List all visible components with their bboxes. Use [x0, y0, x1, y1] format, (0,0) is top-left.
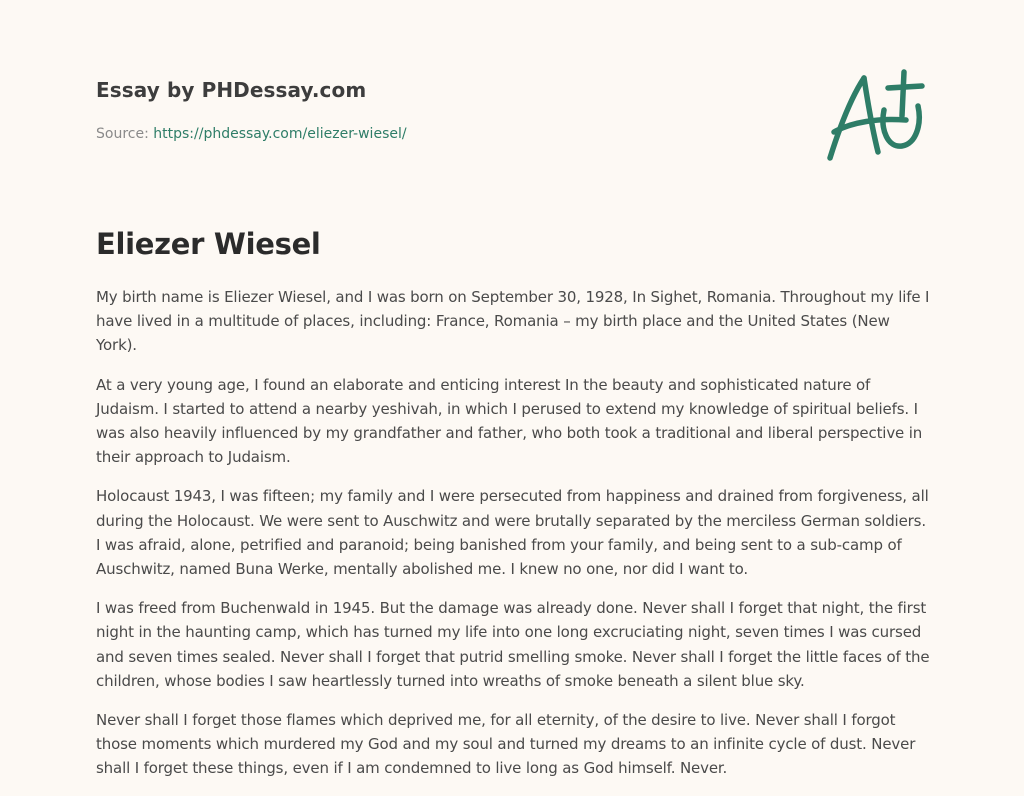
site-brand: Essay by PHDessay.com [96, 78, 367, 102]
source-link[interactable]: https://phdessay.com/eliezer-wiesel/ [153, 126, 407, 142]
essay-header [96, 76, 796, 144]
a-plus-grade-icon [822, 66, 930, 166]
essay-title: Eliezer Wiesel [96, 227, 321, 261]
essay-paragraph: At a very young age, I found an elaborate and enticing interest In the beauty and sophisticated nature of Judaism. I started to attend a nearby yeshivah, in which I perused to extend my knowledge of spiritual beliefs. I was also heavily influenced by my grandfather and father, who both took a traditional and liberal perspective in their approach to Judaism. [96, 375, 923, 467]
essay-paragraph: Never shall I forget those flames which deprived me, for all eternity, of the desire to live. Never shall I forgot those moments which murdered my God and my soul and turned my dreams to an infinite cycle of dust. Never shall I forget these things, even if I am condemned to live long as God himself. Never. [96, 711, 916, 778]
essay-paragraph: I was freed from Buchenwald in 1945. But the damage was already done. Never shall I forget that night, the first night in the haunting camp, which has turned my life into one long excruciating night, seven times I was cursed and seven times sealed. Never shall I forget that putrid smelling smoke. Never shall I forget the little faces of the children, whose bodies I saw heartlessly turned into wreaths of smoke beneath a silent blue sky. [96, 599, 930, 690]
essay-paragraph: Holocaust 1943, I was fifteen; my family and I were persecuted from happiness and drained from forgiveness, all during the Holocaust. We were sent to Auschwitz and were brutally separated by the merciless German soldiers. I was afraid, alone, petrified and paranoid; being banished from your family, and being sent to a sub-camp of Auschwitz, named Buna Werke, mentally abolished me. I knew no one, nor did I want to. [96, 487, 929, 579]
source-line [96, 124, 796, 144]
essay-paragraph: My birth name is Eliezer Wiesel, and I was born on September 30, 1928, In Sighet, Romania. Throughout my life I have lived in a multitude of places, including: France, Romania – my birth place and the United States (New York). [96, 288, 930, 355]
source-label: Source: [96, 126, 154, 142]
essay-body [96, 285, 932, 796]
